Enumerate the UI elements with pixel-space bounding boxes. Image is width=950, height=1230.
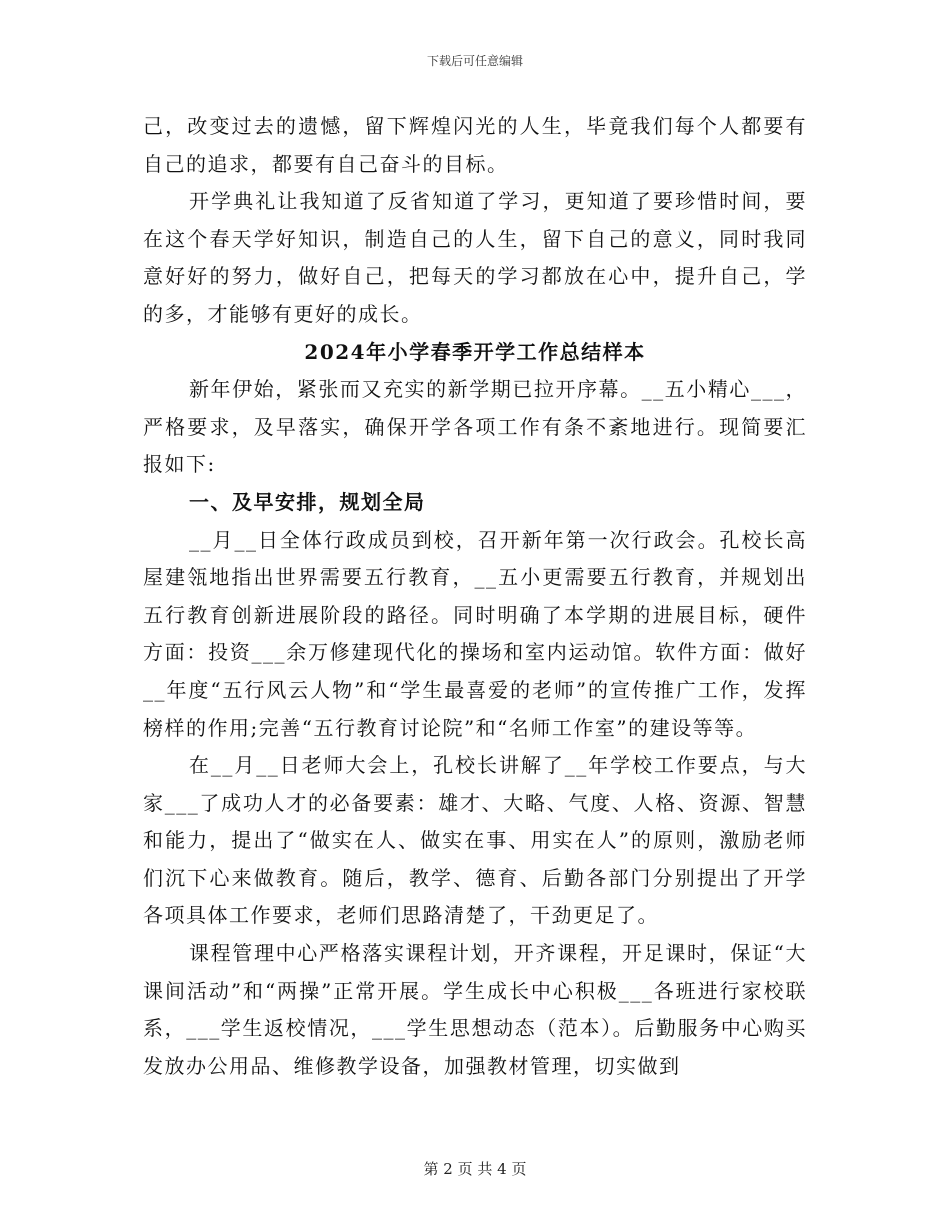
page-header: 下载后可任意编辑 xyxy=(426,54,523,68)
paragraph: 课程管理中心严格落实课程计划，开齐课程，开足课时，保证“大课间活动”和“两操”正常开展。学生成长中心积极___各班进行家校联系，___学生返校情况，___学生思想动态（范本）。后勤服务中心购买发放办公用品、维修教学设备，加强教材管理，切实做到 xyxy=(143,941,807,1078)
section-heading: 一、及早安排，规划全局 xyxy=(189,489,426,514)
section-title: 2024年小学春季开学工作总结样本 xyxy=(304,339,646,364)
paragraph: 在__月__日老师大会上，孔校长讲解了__年学校工作要点，与大家___了成功人才的必备要素：雄才、大略、气度、人格、资源、智慧和能力，提出了“做实在人、做实在事、用实在人”的原则，激励老师们沉下心来做教育。随后，教学、德育、后勤各部门分别提出了开学各项具体工作要求，老师们思路清楚了，干劲更足了。 xyxy=(143,753,807,928)
page-footer: 第 2 页 共 4 页 xyxy=(423,1160,527,1178)
document-body xyxy=(143,108,807,1085)
paragraph-continued: 己，改变过去的遗憾，留下辉煌闪光的人生，毕竟我们每个人都要有自己的追求，都要有自己奋斗的目标。 xyxy=(143,114,807,176)
paragraph: 开学典礼让我知道了反省知道了学习，更知道了要珍惜时间，要在这个春天学好知识，制造自己的人生，留下自己的意义，同时我同意好好的努力，做好自己，把每天的学习都放在心中，提升自己，学的多，才能够有更好的成长。 xyxy=(143,189,807,326)
paragraph: __月__日全体行政成员到校，召开新年第一次行政会。孔校长高屋建瓴地指出世界需要五行教育，__五小更需要五行教育，并规划出五行教育创新进展阶段的路径。同时明确了本学期的进展目标，硬件方面：投资___余万修建现代化的操场和室内运动馆。软件方面：做好__年度“五行风云人物”和“学生最喜爱的老师”的宣传推广工作，发挥榜样的作用;完善“五行教育讨论院”和“名师工作室”的建设等等。 xyxy=(143,527,807,740)
paragraph: 新年伊始，紧张而又充实的新学期已拉开序幕。__五小精心___，严格要求，及早落实，确保开学各项工作有条不紊地进行。现简要汇报如下: xyxy=(143,377,807,477)
